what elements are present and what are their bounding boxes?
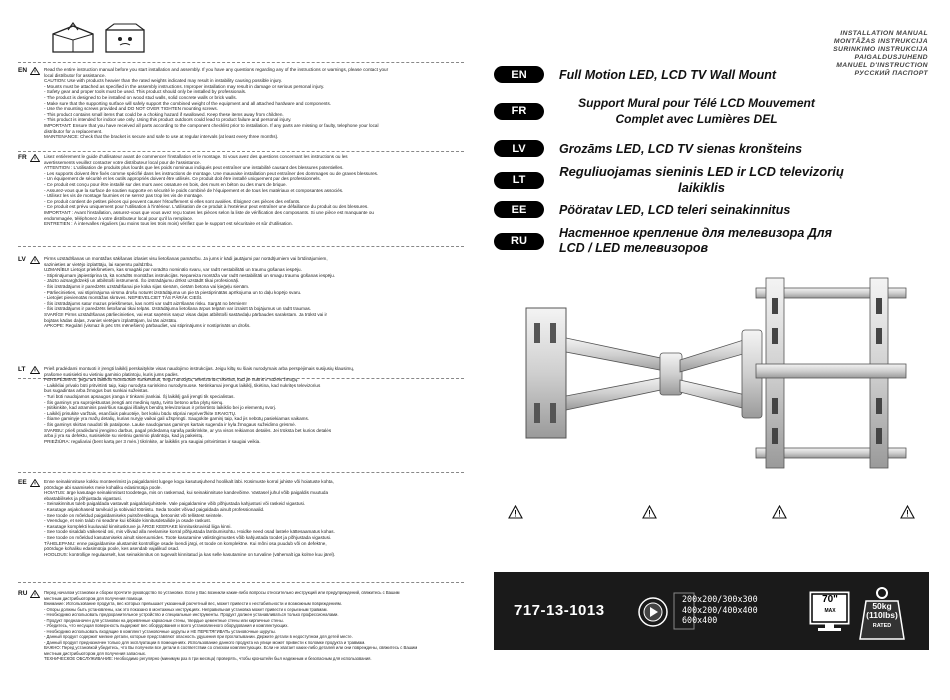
swivel-motion-icon: [637, 596, 669, 628]
section-text: Read the entire instruction manual before you start installation and assembly. If you have any questions regarding any of the instructions or warnings, please contact your local distributor for assistance. CAUTION: Use with products heavier than the rated weights indicated may result in instability causing possible injury. - Mounts must be attached as specified in the assembly instructions. Improper installation may result in damage or serious personal injury. - Safety gear and proper tools must be used. This product should only be installed by professionals. - The product is designed to be installed on wood stud walls, solid concrete walls or brick walls. - Make sure that the supporting surface will safely support the combined weight of the equipment and all attached hardware and components. - Use the mounting screws provided and DO NOT OVER TIGHTEN mounting screws. - This product contains small items that could be a choking hazard if swallowed. Keep these items away from children. - This product is intended for indoor use only. Using this product outdoors could lead to product failure and personal injury. IMPORTANT: Ensure that you have received all parts according to the component checklist prior to installation. If any parts are missing or faulty, telephone your local distributor for a replacement. MAINTENANCE: Check that the bracket is secure and safe to use at regular intervals (at least every three months).: [44, 67, 389, 140]
section-code: FR: [18, 154, 27, 161]
language-badge: RU: [494, 233, 544, 250]
section-ru: [18, 590, 464, 690]
product-title: Настенное крепление для телевизора Для LCD / LED телевизоров: [559, 226, 832, 255]
section-code: EE: [18, 479, 27, 486]
warning-icons-row: [500, 505, 920, 525]
title-row-lt: [494, 164, 844, 196]
header-line: INSTALLATION MANUAL: [840, 30, 928, 37]
language-badge: LT: [494, 172, 544, 189]
header-line: MANUEL D'INSTRUCTION: [836, 62, 928, 69]
divider: [18, 582, 464, 583]
language-badge: FR: [494, 103, 544, 120]
header-line: MONTĀŽAS INSTRUKCIJA: [833, 38, 928, 45]
section-text: Pirms uzstādīšanas un montāžas sākšanas izlasiet visu lietošanas pamācību. Ja jums ir kādi jautājumi par norādījumiem vai brīdinājumiem, sazinieties ar vietējo izplatītāju, lai saņemtu palīdzību. UZMANĪBU! Lietojot priekšmetiem, kas smagāki par norādīto nominālo svaru, var radīt nestabilitāti un traumu gūšanas iespēju. - Stiprinājumam jāpiestiprina tā, kā norādīts montāžas instrukcijās. Nepareiza montāža var radīt nestabilitāti un smagu traumu gūšanas iespēju. - Jāizto aizsargļīdzekļi un atbilstoši instrumenti. Šo izstrādājumu drīkst uzstādīt tikai profesionāļi. - Šis izstrādājums ir paredzēts uzstādīšanai pie koka sijas sienām, cietām betona vai ķieģeļu sienām. - Pārliecinieties, vai stiprinājuma virsma drošu noturēt izstrādājuma un pie tā piestiprinātās aprīkojuma un to daļu kopējo svaru. - Lietojiet pievienotās montāžas skrūves. NEPIEVELCIET TĀS PĀRĀK CIEŠI. - Šis izstrādājums satur mazus priekšmetus, kas norīti var radīt aizrīšanās risku. Sargāt no bērniem! - Šis izstrādājums ir paredzēts lietošanai tikai telpās. Izstrādājuma lietošana ārpus telpām var izraisīt tā bojājumus un radīt traumas. SVARĪGI! Pirms uzstādīšanas pārliecinieties, vai esat saņēmis saņuz visas daļas atbilstoši sastāvdaļu pārbaudes sarakstam. Ja trūkst vai ir bojātas kādas daļas, zvaniet vietējam izplatītājam, lai tās aizstātu. APKOPE: Regulāri (vismaz ik pēc trīs mēnešiem) pārbaudiet, vai stiprinājums ir nostiprināts un drošs.: [44, 256, 336, 329]
section-code: EN: [18, 67, 28, 74]
warning-icon: [30, 256, 40, 264]
title-row-en: [494, 66, 889, 83]
vesa-pattern: 200x200/300x300: [682, 594, 758, 604]
section-text: Перед началом установки и сборки прочтите руководство по установке. Если у Вас возникли какие-либо вопросы относительно инструкций или предупреждений, свяжитесь с Вашим местным дистрибьютором для получения помощи. Внимание: Использование продукта, вес которых превышает указанный расчетный вес, может привести к нестабильности и возможным повреждениям. - Опоры должны быть установлены, как это показано в монтажных инструкциях. Неправильная установка может привести к серьезным травмам. - Необходимо использовать предохранительное устройство и специальные инструменты. Продукт должен устанавливаться только профессионалами. - Продукт предназначен для установки на деревянные каркасные стены, твердые цементные стены или кирпичные стены. - Убедитесь, что несущая поверхность выдержит вес оборудования и всего установленного оборудования и комплектующих. - Необходимо использовать входящие в комплект установочные шурупы и НЕ ПЕРЕТЯГИВАТЬ установочные шурупы. - Данный продукт содержит мелкие детали, которые представляют опасность удушения при проглатывании. Держите детали в недоступном для детей месте. - Данный продукт предназначен только для эксплуатации в помещениях. Использование данного продукта на улице может привести к поломке продукта и травмам. ВАЖНО: Перед установкой убедитесь, что Вы получили все детали в соответствии со списком комплектующих. Если не хватает каких-либо деталей или они повреждены, свяжитесь с Вашим местным дистрибьютором для получения запасных. ТЕХНИЧЕСКОЕ ОБСЛУЖИВАНИЕ: Необходимо регулярно (минимум раз в три месяца) проверять, чтобы кронштейн был надежным и безопасным для использования.: [44, 590, 418, 661]
divider: [18, 246, 464, 247]
max-load-label: RATED: [872, 623, 892, 629]
section-lt: [18, 366, 464, 474]
warning-icon: [508, 505, 523, 519]
box-open-icon: [48, 22, 98, 56]
vesa-pattern: 600x400: [682, 615, 718, 626]
section-text: Enne seinakinnituse kokku monteerimist ja paigaldamist lugege kogu kasutusjuhend hoolikalt läbi. Küsimuste korral juhiste või hoiatuste kohta, pöörduge abi saamiseks meie kohaliku edasimüüja poole. HOIATUS: ärge kasutage seinakinnitust toodetega, mis on raskemad, kui seinakinnituse kandevõime. Vastasel juhul võib paigaldis muutuda ebastabiilseks ja põhjustada vigastusi. - Seinakinnitus tuleb paigaldada vastavalt paigaldusjuhistele. Vale paigaldamine võib põhjustada kahjustusi või raskeid vigastusi. - Kasutage asjakohaseid tarvikuid ja sobivaid tööriistu. Seda toodet võivad paigaldada ainult professionaalid. - See toode on mõeldud paigaldamiseks puitsõrestikuga, betoonist või tellistest seintele. - Veenduge, et sein talub nii seadme kui kõikide kinnitusdetailide ja osade raskust. - Kasutage komplekti kuuluvaid kinnituskruve ja ÄRGE KEERAKE kinnituskruvisid liiga kinni. - See toode sisaldab väikeseid osi, mis võivad alla neelamise korral põhjustada lämbumisohtu. Hoidke need osad lastele kättesaamatus kohas. - See toode on mõeldud kasutamiseks ainult siseruumides. Toote kasutamine välistingimustes võib kahjustada toodet ja põhjustada vigastusi. TÄHELEPANU: enne paigaldamise alustamist kontrollige osade loendi järgi, et toode on komplektne. Kui mõni osa puudub või on defektne, pöörduge kohaliku edasimüüja poole, kes asendab vajalikud osad. HOOLDUS: kontrollige regulaarselt, kas seinakinnitus on tugevalt kinnitatud ja kas selle kasutamine on turvaline (vähemalt iga kolme kuu järel).: [44, 479, 336, 557]
language-badge: EE: [494, 201, 544, 218]
section-code: LV: [18, 256, 26, 263]
header-line: РУССКИЙ ПАСПОРТ: [854, 70, 928, 77]
divider: [18, 62, 464, 63]
language-badge: LV: [494, 140, 544, 157]
warning-icon: [30, 366, 40, 374]
product-title: Pööratav LED, LCD teleri seinakinnitus: [559, 202, 791, 217]
wall-mount-illustration: [520, 268, 910, 478]
section-text: Prieš pradėdami montuoti ir įrengti laikiklį perskaitykite visas naudojimo instrukcijas. Jeigu kiltų su šiais nurodymais arba perspėjimais susijusių klausimų, prašome susisiekti su vietiniu gaminio platintoju, kuris jums padės. PERSPĖJIMAS: jeigu ant laikiklio montuosite sunkesnius, negu nurodyta, televizorius, tikėtina, kad jie nukris ir sužeis žmogų. - Laikikliai privalo būti pritvirtinti taip, kaip nurodyta surinkimo nurodymuose. Netinkamai įrengus laikiklį, tikėtina, kad nukritęs televizorius bus sugadintas arba žmogus bus sunkiai sužeistas. - Turi būti naudojamos apsaugos įranga ir tinkami įrankiai. Šį laikiklį gali įrengti tik specialistas. - Šis gaminys yra suprojektuotas įrengti ant medinių rąstų, tvirto betono arba plytų sienų. - Įsitikinkite, kad atraminis paviršius saugiai išlaikys bendrą televizoriaus ir pritvirtinto laikiklio bei jo elementų svorį. - Laikiklį prisukite varžtais, esančiais pakuotėje, bet kokiu būdu stipriai nepriveržkite SRAIGTŲ. - Šiame gaminyje yra mažų detalių, kurias nuryję vaikai gali užspringti. Saugokite gaminį taip, kad jis nebūtų pasiekiamas vaikams. - Šis gaminys skirtas naudoti tik patalpose. Lauke naudojamas gaminys kartais sugenda ir kyla žmogaus sužeidimo grėsmė. SVARBU: prieš pradėdami įrengimo darbus, pagal pridedamą sąrašą patikrinkite, ar yra visos reikiamos detalės. Jei trūksta bet kurios detalės arba ji yra su defektu, susisiekite su vietiniu gaminio platintoju, kad ją pakeistų. PRIEŽIŪRA: reguliariai (bent kartą per 3 mėn.) tikrinkite, ar laikiklis yra saugiai pritvirtintas ir saugiai veikia.: [44, 366, 355, 444]
vesa-pattern: 400x200/400x400: [682, 604, 758, 615]
max-tv-size: 70": [822, 594, 838, 605]
section-en: [18, 67, 464, 151]
warning-icon: [30, 67, 40, 75]
header-line: PAIGALDUSJUHEND: [854, 54, 928, 61]
max-load: 50kg (110lbs): [866, 601, 898, 620]
divider: [18, 151, 464, 152]
title-row-lv: [494, 140, 879, 157]
section-text: Lisez entièrement le guide d'utilisateur avant de commencer l'installation et le montage. Si vous avez des questions concernant les instructions ou les avertissements veuillez contacter votre distributeur local pour de l'assistance. ATTENTION : L'utilisation de produits plus lourds que les poids nominaux indiqués peut entraîner une instabilité causant des blessures potentielles. - Les supports doivent être fixés comme spécifié dans les instructions de montage. Une mauvaise installation peut entraîner des dommages ou de graves blessures. - Un équipement de sécurité et les outils appropriés doivent être utilisés. Ce produit doit être installé uniquement par des professionnels. - Ce produit est conçu pour être installé sur des murs avec ossature en bois, des murs en béton ou des murs de brique. - Assurez-vous que la surface de soutien supporte en sécurité le poids combiné de l'équipement et de tous les matériaux et composantes associés. - Utilisez les vis de montage fournies et ne serrez pas trop les vis de montage. - Ce produit contient de petites pièces qui peuvent causer l'étouffement si elles sont avalées. Éloignez ces pièces des enfants. - Ce produit est prévu uniquement pour l'utilisation à l'intérieur. L'utilisation de ce produit à l'extérieur peut entraîner une défaillance du produit ou des blessures. IMPORTANT : Avant l'installation, assurez-vous que vous avez reçu toutes les pièces selon la liste de vérification des composants. Si une pièce est manquante ou endommagée, téléphonez à votre distributeur local pour qu'il la remplace. ENTRETIEN : À intervalles réguliers (au moins tous les trois mois) vérifiez que le support est sécuritaire et sûr d'utilisation.: [44, 154, 379, 227]
section-lv: [18, 256, 464, 368]
warning-icon: [900, 505, 915, 519]
title-row-fr: [494, 95, 834, 127]
product-title: Support Mural pour Télé LCD Mouvement Complet avec Lumières DEL: [578, 96, 815, 126]
product-title: Reguliuojamas sieninis LED ir LCD televizorių laikiklis: [559, 164, 844, 195]
instructions-column: [0, 0, 470, 700]
model-number: 717-13-1013: [514, 602, 605, 619]
warning-icon: [30, 479, 40, 487]
product-title: Full Motion LED, LCD TV Wall Mount: [559, 67, 777, 82]
warning-icon: [642, 505, 657, 519]
section-code: LT: [18, 366, 26, 373]
vesa-patterns: [682, 594, 758, 626]
section-fr: [18, 154, 464, 244]
header-line: SURINKIMO INSTRUKCIJA: [833, 46, 928, 53]
max-tv-size-label: MAX: [824, 608, 836, 614]
warning-icon: [772, 505, 787, 519]
box-closed-icon: [100, 22, 150, 56]
title-row-ru: [494, 226, 859, 256]
language-badge: EN: [494, 66, 544, 83]
product-title: Grozāms LED, LCD TV sienas kronšteins: [559, 141, 803, 156]
section-code: RU: [18, 590, 28, 597]
section-ee: [18, 479, 464, 579]
title-row-ee: [494, 201, 879, 218]
product-spec-bar: [494, 572, 929, 650]
warning-icon: [30, 590, 40, 598]
warning-icon: [30, 154, 40, 162]
divider: [18, 472, 464, 473]
